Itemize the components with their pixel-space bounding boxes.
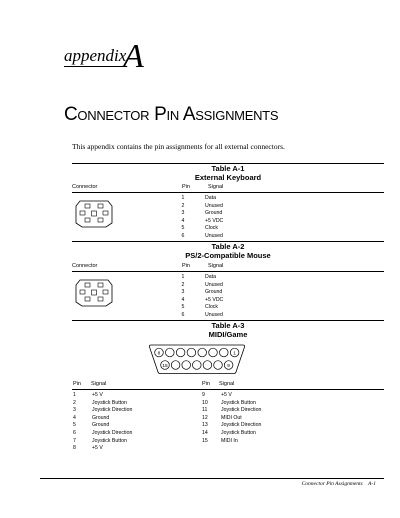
intro-paragraph: This appendix contains the pin assignments for all external connectors. [72,142,285,151]
signal-cell: MIDI In [221,437,238,444]
signal-cell: Joystick Button [221,399,256,406]
signal-cell: +5 V [92,392,103,398]
pin-cell: 6 [181,232,185,239]
connector-label: 15 [162,363,168,369]
signal-cell: Data [205,195,216,201]
mini-din-6-connector-icon [74,277,114,307]
page-footer: Connector Pin Assignments A-1 [301,481,376,487]
col-pin: Pin [182,263,190,269]
col-signal: Signal [219,381,235,387]
signal-cell: Joystick Button [92,437,127,444]
pin-cell: 14 [202,429,208,436]
pin-cell: 15 [202,437,208,444]
signal-cell: +5 VDC [205,296,224,303]
pin-cell: 5 [73,422,76,429]
connector-label: 1 [233,351,236,357]
connector-label: 8 [157,351,161,357]
col-signal: Signal [208,263,224,269]
signal-cell: Ground [205,210,223,217]
signal-cell: Ground [92,414,110,421]
table-number: Table A-3 [211,321,245,330]
pin-cell: 4 [181,296,185,303]
column-header-row [72,183,384,193]
footer-rule [40,478,384,479]
table-caption-keyboard [72,163,384,182]
signal-cell: Data [205,274,216,280]
table-caption-midi [72,320,384,339]
col-pin: Pin [182,184,190,190]
table-name: External Keyboard [194,172,262,182]
signal-cell: Clock [205,304,218,311]
signal-cell: Ground [92,422,110,429]
pin-cell: 3 [181,210,185,217]
pin-cell: 2 [181,281,185,288]
column-header-row [72,262,384,272]
col-connector: Connector [72,184,98,190]
signal-cell: +5 V [92,445,103,452]
signal-cell: MIDI Out [221,414,242,421]
pin-cell: 5 [181,225,185,232]
table-number: Table A-2 [211,242,245,251]
pin-cell: 2 [73,399,76,406]
pin-cell: 1 [181,274,185,280]
page-title: Connector Pin Assignments [64,104,279,125]
pin-cell: 6 [73,429,76,436]
pin-cell: 9 [202,392,205,398]
table-number: Table A-1 [211,164,245,173]
signal-cell: Unused [205,311,223,318]
appendix-letter: A [123,38,144,75]
pin-cell: 4 [73,414,76,421]
appendix-heading [64,40,264,80]
signal-cell: Joystick Direction [221,407,262,414]
table-name: PS/2-Compatible Mouse [185,250,271,260]
pin-cell: 4 [181,217,185,224]
pin-cell: 11 [202,407,208,414]
signal-cell: +5 V [221,392,232,398]
col-pin: Pin [73,381,81,387]
pin-cell: 6 [181,311,185,318]
col-pin: Pin [202,381,210,387]
col-connector: Connector [72,263,98,269]
pin-cell: 8 [73,445,76,452]
signal-cell: Joystick Direction [92,429,133,436]
signal-cell: Joystick Button [92,399,127,406]
pin-cell: 2 [181,202,185,209]
pin-cell: 5 [181,304,185,311]
pin-cell: 12 [202,414,208,421]
pin-cell: 1 [73,392,76,398]
pin-cell: 10 [202,399,208,406]
signal-cell: Ground [205,289,223,296]
signal-cell: Joystick Button [221,429,256,436]
mini-din-6-connector-icon [74,198,114,228]
signal-cell: Joystick Direction [221,422,262,429]
column-header-row [72,380,384,390]
signal-cell: Unused [205,232,223,239]
appendix-rule [64,66,122,67]
table-name: MIDI/Game [208,329,248,339]
db-15-connector-icon [148,343,246,375]
appendix-word: appendix [64,46,127,65]
signal-cell: Unused [205,202,223,209]
pin-cell: 1 [181,195,185,201]
signal-cell: Clock [205,225,218,232]
col-signal: Signal [91,381,107,387]
signal-cell: +5 VDC [205,217,224,224]
pin-cell: 3 [73,407,76,414]
table-caption-mouse [72,241,384,260]
col-signal: Signal [208,184,224,190]
connector-label: 9 [227,363,230,369]
pin-cell: 3 [181,289,185,296]
pin-cell: 7 [73,437,76,444]
signal-cell: Unused [205,281,223,288]
signal-cell: Joystick Direction [92,407,133,414]
pin-cell: 13 [202,422,208,429]
